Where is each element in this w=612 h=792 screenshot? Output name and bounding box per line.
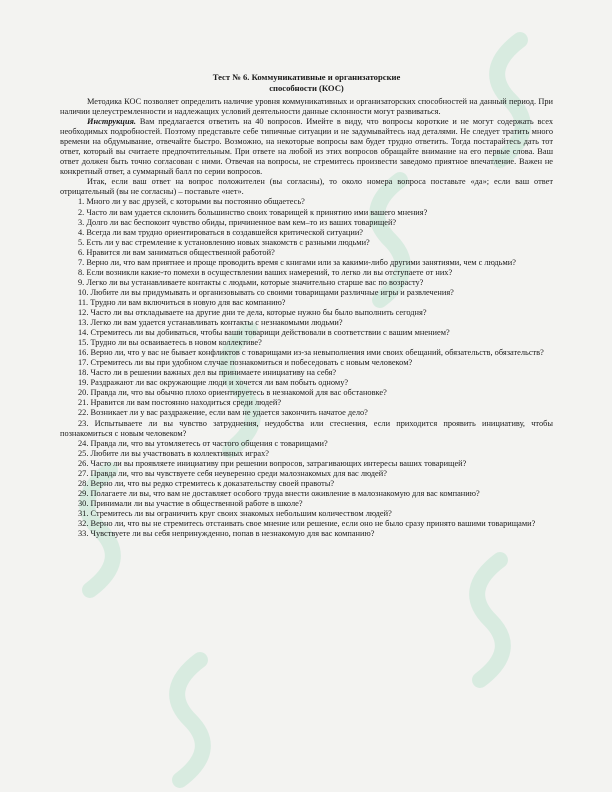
instruction-label: Инструкция. [87,117,136,127]
list-item: 12. Часто ли вы откладываете на другие дни те дела, которые нужно бы было выполнить сегодня? [78,307,427,317]
list-item: 25. Любите ли вы участвовать в коллективных играх? [78,448,269,458]
list-item: 1. Много ли у вас друзей, с которыми вы постоянно общаетесь? [78,197,305,207]
list-item: 32. Верно ли, что вы не стремитесь отстаивать свое мнение или решение, если оно не было сразу принято вашими товарищами? [78,518,536,528]
document-title-line1: Тест № 6. Коммуникативные и организаторские [212,72,401,82]
list-item: 21. Нравится ли вам постоянно находиться среди людей? [78,398,282,408]
list-item: 10. Любите ли вы придумывать и организовывать со своими товарищами различные игры и развлечения? [78,287,454,297]
list-item: 6. Нравится ли вам заниматься общественной работой? [78,247,275,257]
list-item: 2. Часто ли вам удается склонить большинство своих товарищей к принятию ими вашего мнения? [78,207,428,217]
list-item: 17. Стремитесь ли вы при удобном случае познакомиться и побеседовать с новым человеком? [78,358,413,368]
list-item: 9. Легко ли вы устанавливаете контакты с людьми, которые значительно старше вас по возрасту? [78,277,424,287]
list-item: 20. Правда ли, что вы обычно плохо ориентируетесь в незнакомой для вас обстановке? [78,388,387,398]
list-item: 23. Испытываете ли вы чувство затруднения, неудобства или стеснения, если приходится проявить инициативу, чтобы познакомиться с новым человеком? [60,418,553,438]
list-item: 19. Раздражают ли вас окружающие люди и хочется ли вам побыть одному? [78,378,349,388]
document-title-line2: способности (КОС) [269,83,344,93]
list-item: 27. Правда ли, что вы чувствуете себя неуверенно среди малознакомых для вас людей? [78,468,387,478]
list-item: 30. Принимали ли вы участие в общественной работе в школе? [78,498,303,508]
list-item: 22. Возникает ли у вас раздражение, если вам не удается закончить начатое дело? [78,408,368,418]
list-item: 28. Верно ли, что вы редко стремитесь к доказательству своей правоты? [78,478,335,488]
list-item: 26. Часто ли вы проявляете инициативу при решении вопросов, затрагивающих интересы ваших товарищей? [78,458,467,468]
intro-paragraph: Методика КОС позволяет определить наличие уровня коммуникативных и организаторских способностей на данный период. При наличии целеустремленности и надлежащих условий деятельности данные склонности могут развиваться. [60,97,553,117]
list-item: 11. Трудно ли вам включиться в новую для вас компанию? [78,297,286,307]
list-item: 31. Стремитесь ли вы ограничить круг своих знакомых небольшим количеством людей? [78,508,392,518]
answer-rule-paragraph: Итак, если ваш ответ на вопрос положителен (вы согласны), то около номера вопроса поставьте «да»; если ваш ответ отрицательный (вы не согласны) – поставьте «нет». [60,177,553,197]
list-item: 16. Верно ли, что у вас не бывает конфликтов с товарищами из-за невыполнения ими своих обещаний, обязательств, обязательств? [78,348,544,358]
list-item: 15. Трудно ли вы осваиваетесь в новом коллективе? [78,338,262,348]
list-item: 13. Легко ли вам удается устанавливать контакты с незнакомыми людьми? [78,318,343,328]
list-item: 29. Полагаете ли вы, что вам не доставляет особого труда внести оживление в малознакомую для вас компанию? [78,488,480,498]
list-item: 3. Долго ли вас беспокоит чувство обиды, причиненное вам кем–то из ваших товарищей? [78,217,397,227]
list-item: 4. Всегда ли вам трудно ориентироваться в создавшейся критической ситуации? [78,227,364,237]
list-item: 33. Чувствуете ли вы себя непринужденно, попав в незнакомую для вас компанию? [78,529,375,539]
list-item: 18. Часто ли в решении важных дел вы принимаете инициативу на себя? [78,368,337,378]
list-item: 24. Правда ли, что вы утомляетесь от частого общения с товарищами? [78,438,328,448]
instruction-paragraph [60,117,553,177]
list-item: 14. Стремитесь ли вы добиваться, чтобы ваши товарищи действовали в соответствии с вашим мнением? [78,328,450,338]
list-item: 5. Есть ли у вас стремление к установлению новых знакомств с разными людьми? [78,237,370,247]
instruction-text: Вам предлагается ответить на 40 вопросов. Имейте в виду, что вопросы короткие и не могут содержать всех необходимых подробностей. Поэтому представьте себе типичные ситуации и не задумывайтесь над деталями. Не следует тратить много времени на обдумывание, отвечайте быстро. Возможно, на некоторые вопросы вам будет трудно ответить. Тогда постарайтесь дать тот ответ, который вы считаете предпочтительным. При ответе на любой из этих вопросов обращайте внимание на его первые слова. Ваш ответ должен быть точно согласован с ними. Отвечая на вопросы, не стремитесь произвести заведомо приятное впечатление. Важен не конкретный ответ, а суммарный балл по серии вопросов. [60,117,553,177]
list-item: 7. Верно ли, что вам приятнее и проще проводить время с книгами или за какими-либо другими занятиями, чем с людьми? [78,257,516,267]
question-list [60,197,553,539]
list-item: 8. Если возникли какие-то помехи в осуществлении ваших намерений, то легко ли вы отступаете от них? [78,267,453,277]
document-body [60,72,553,539]
